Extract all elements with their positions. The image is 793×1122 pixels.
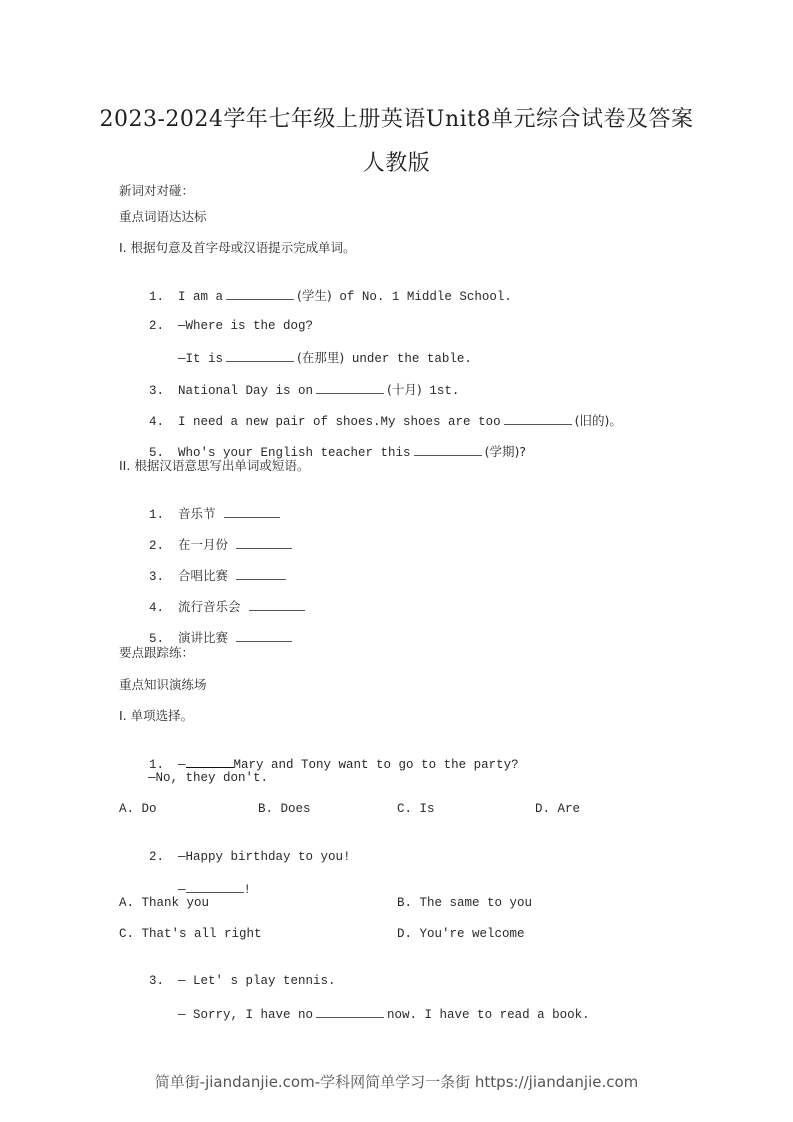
answer-blank[interactable] bbox=[224, 505, 280, 518]
answer-blank[interactable] bbox=[226, 349, 294, 362]
item-number: 1. bbox=[149, 508, 165, 522]
option-d[interactable]: D. Are bbox=[535, 802, 581, 816]
answer-blank[interactable] bbox=[316, 1005, 384, 1018]
reply-text-after: now. I have to read a book. bbox=[387, 1008, 590, 1022]
item-number: 4. bbox=[149, 601, 165, 615]
question-text: — Let' s play tennis. bbox=[178, 974, 336, 988]
item-hint: (十月) bbox=[387, 382, 422, 397]
document-subtitle: 人教版 bbox=[362, 151, 431, 176]
part2-heading: II. 根据汉语意思写出单词或短语。 bbox=[119, 458, 310, 473]
dash: — bbox=[178, 883, 186, 897]
item-hint: (在那里) bbox=[297, 350, 345, 365]
reply-text-before: — Sorry, I have no bbox=[178, 1008, 314, 1022]
item-text-before: National Day is on bbox=[178, 384, 314, 398]
item-number: 5. bbox=[149, 446, 165, 460]
footer-watermark: 简单街-jiandanjie.com-学科网简单学习一条街 https://jiandanjie.com bbox=[154, 1073, 639, 1091]
item-chinese: 流行音乐会 bbox=[178, 599, 241, 614]
option-a[interactable]: A. Thank you bbox=[119, 896, 210, 910]
section-subheading-knowledge: 重点知识演练场 bbox=[119, 677, 207, 692]
answer-blank[interactable] bbox=[186, 880, 244, 893]
answer-blank[interactable] bbox=[186, 755, 234, 768]
item-chinese: 演讲比赛 bbox=[178, 630, 229, 645]
item-number: 2. bbox=[149, 319, 165, 333]
item-number: 5. bbox=[149, 632, 165, 646]
item-hint: (学生) bbox=[297, 288, 332, 303]
option-c[interactable]: C. Is bbox=[397, 802, 435, 816]
question-text: Mary and Tony want to go to the party? bbox=[233, 758, 519, 772]
item-dialogue-line: —Where is the dog? bbox=[178, 319, 314, 333]
option-b[interactable]: B. Does bbox=[258, 802, 311, 816]
item-text-after: of No. 1 Middle School. bbox=[339, 290, 512, 304]
option-a[interactable]: A. Do bbox=[119, 802, 157, 816]
item-text-before: I am a bbox=[178, 290, 224, 304]
answer-blank[interactable] bbox=[236, 536, 292, 549]
item-text-after: 1st. bbox=[429, 384, 460, 398]
item-number: 4. bbox=[149, 415, 165, 429]
item-chinese: 合唱比赛 bbox=[178, 568, 229, 583]
document-title: 2023-2024学年七年级上册英语Unit8单元综合试卷及答案 bbox=[99, 107, 694, 132]
item-number: 3. bbox=[149, 384, 165, 398]
answer-blank[interactable] bbox=[249, 598, 305, 611]
item-number: 3. bbox=[149, 570, 165, 584]
item-text-before: Who's your English teacher this bbox=[178, 446, 411, 460]
answer-blank[interactable] bbox=[236, 567, 286, 580]
question-text: —Happy birthday to you! bbox=[178, 850, 351, 864]
option-d[interactable]: D. You're welcome bbox=[397, 927, 525, 941]
item-chinese: 在一月份 bbox=[178, 537, 229, 552]
item-number: 1. bbox=[149, 290, 165, 304]
answer-blank[interactable] bbox=[236, 629, 292, 642]
section-heading-practice: 要点跟踪练： bbox=[119, 645, 195, 660]
item-number: 2. bbox=[149, 539, 165, 553]
item-text-after: under the table. bbox=[351, 352, 472, 366]
answer-blank[interactable] bbox=[504, 412, 572, 425]
answer-blank[interactable] bbox=[226, 287, 294, 300]
answer-blank[interactable] bbox=[316, 381, 384, 394]
exclamation: ! bbox=[243, 883, 252, 897]
item-text-before: I need a new pair of shoes.My shoes are too bbox=[178, 415, 501, 429]
answer-blank[interactable] bbox=[414, 443, 482, 456]
dash: — bbox=[178, 758, 186, 772]
question-number: 2. bbox=[149, 850, 165, 864]
item-chinese: 音乐节 bbox=[178, 506, 216, 521]
mc-part-heading: I. 单项选择。 bbox=[119, 708, 194, 723]
item-hint: (学期)? bbox=[484, 444, 526, 459]
mc-question-3-reply bbox=[148, 989, 590, 1039]
mc-question-1-reply: —No, they don't. bbox=[148, 771, 269, 785]
part1-heading: I. 根据句意及首字母或汉语提示完成单词。 bbox=[119, 240, 356, 255]
section-heading-new-words: 新词对对碰： bbox=[119, 183, 195, 198]
question-number: 1. bbox=[149, 758, 165, 772]
option-c[interactable]: C. That's all right bbox=[119, 927, 262, 941]
section-subheading-key-words: 重点词语达达标 bbox=[119, 209, 207, 224]
item-hint: (旧的)。 bbox=[574, 413, 622, 428]
question-number: 3. bbox=[149, 974, 165, 988]
item-text-before: —It is bbox=[178, 352, 224, 366]
option-b[interactable]: B. The same to you bbox=[397, 896, 533, 910]
